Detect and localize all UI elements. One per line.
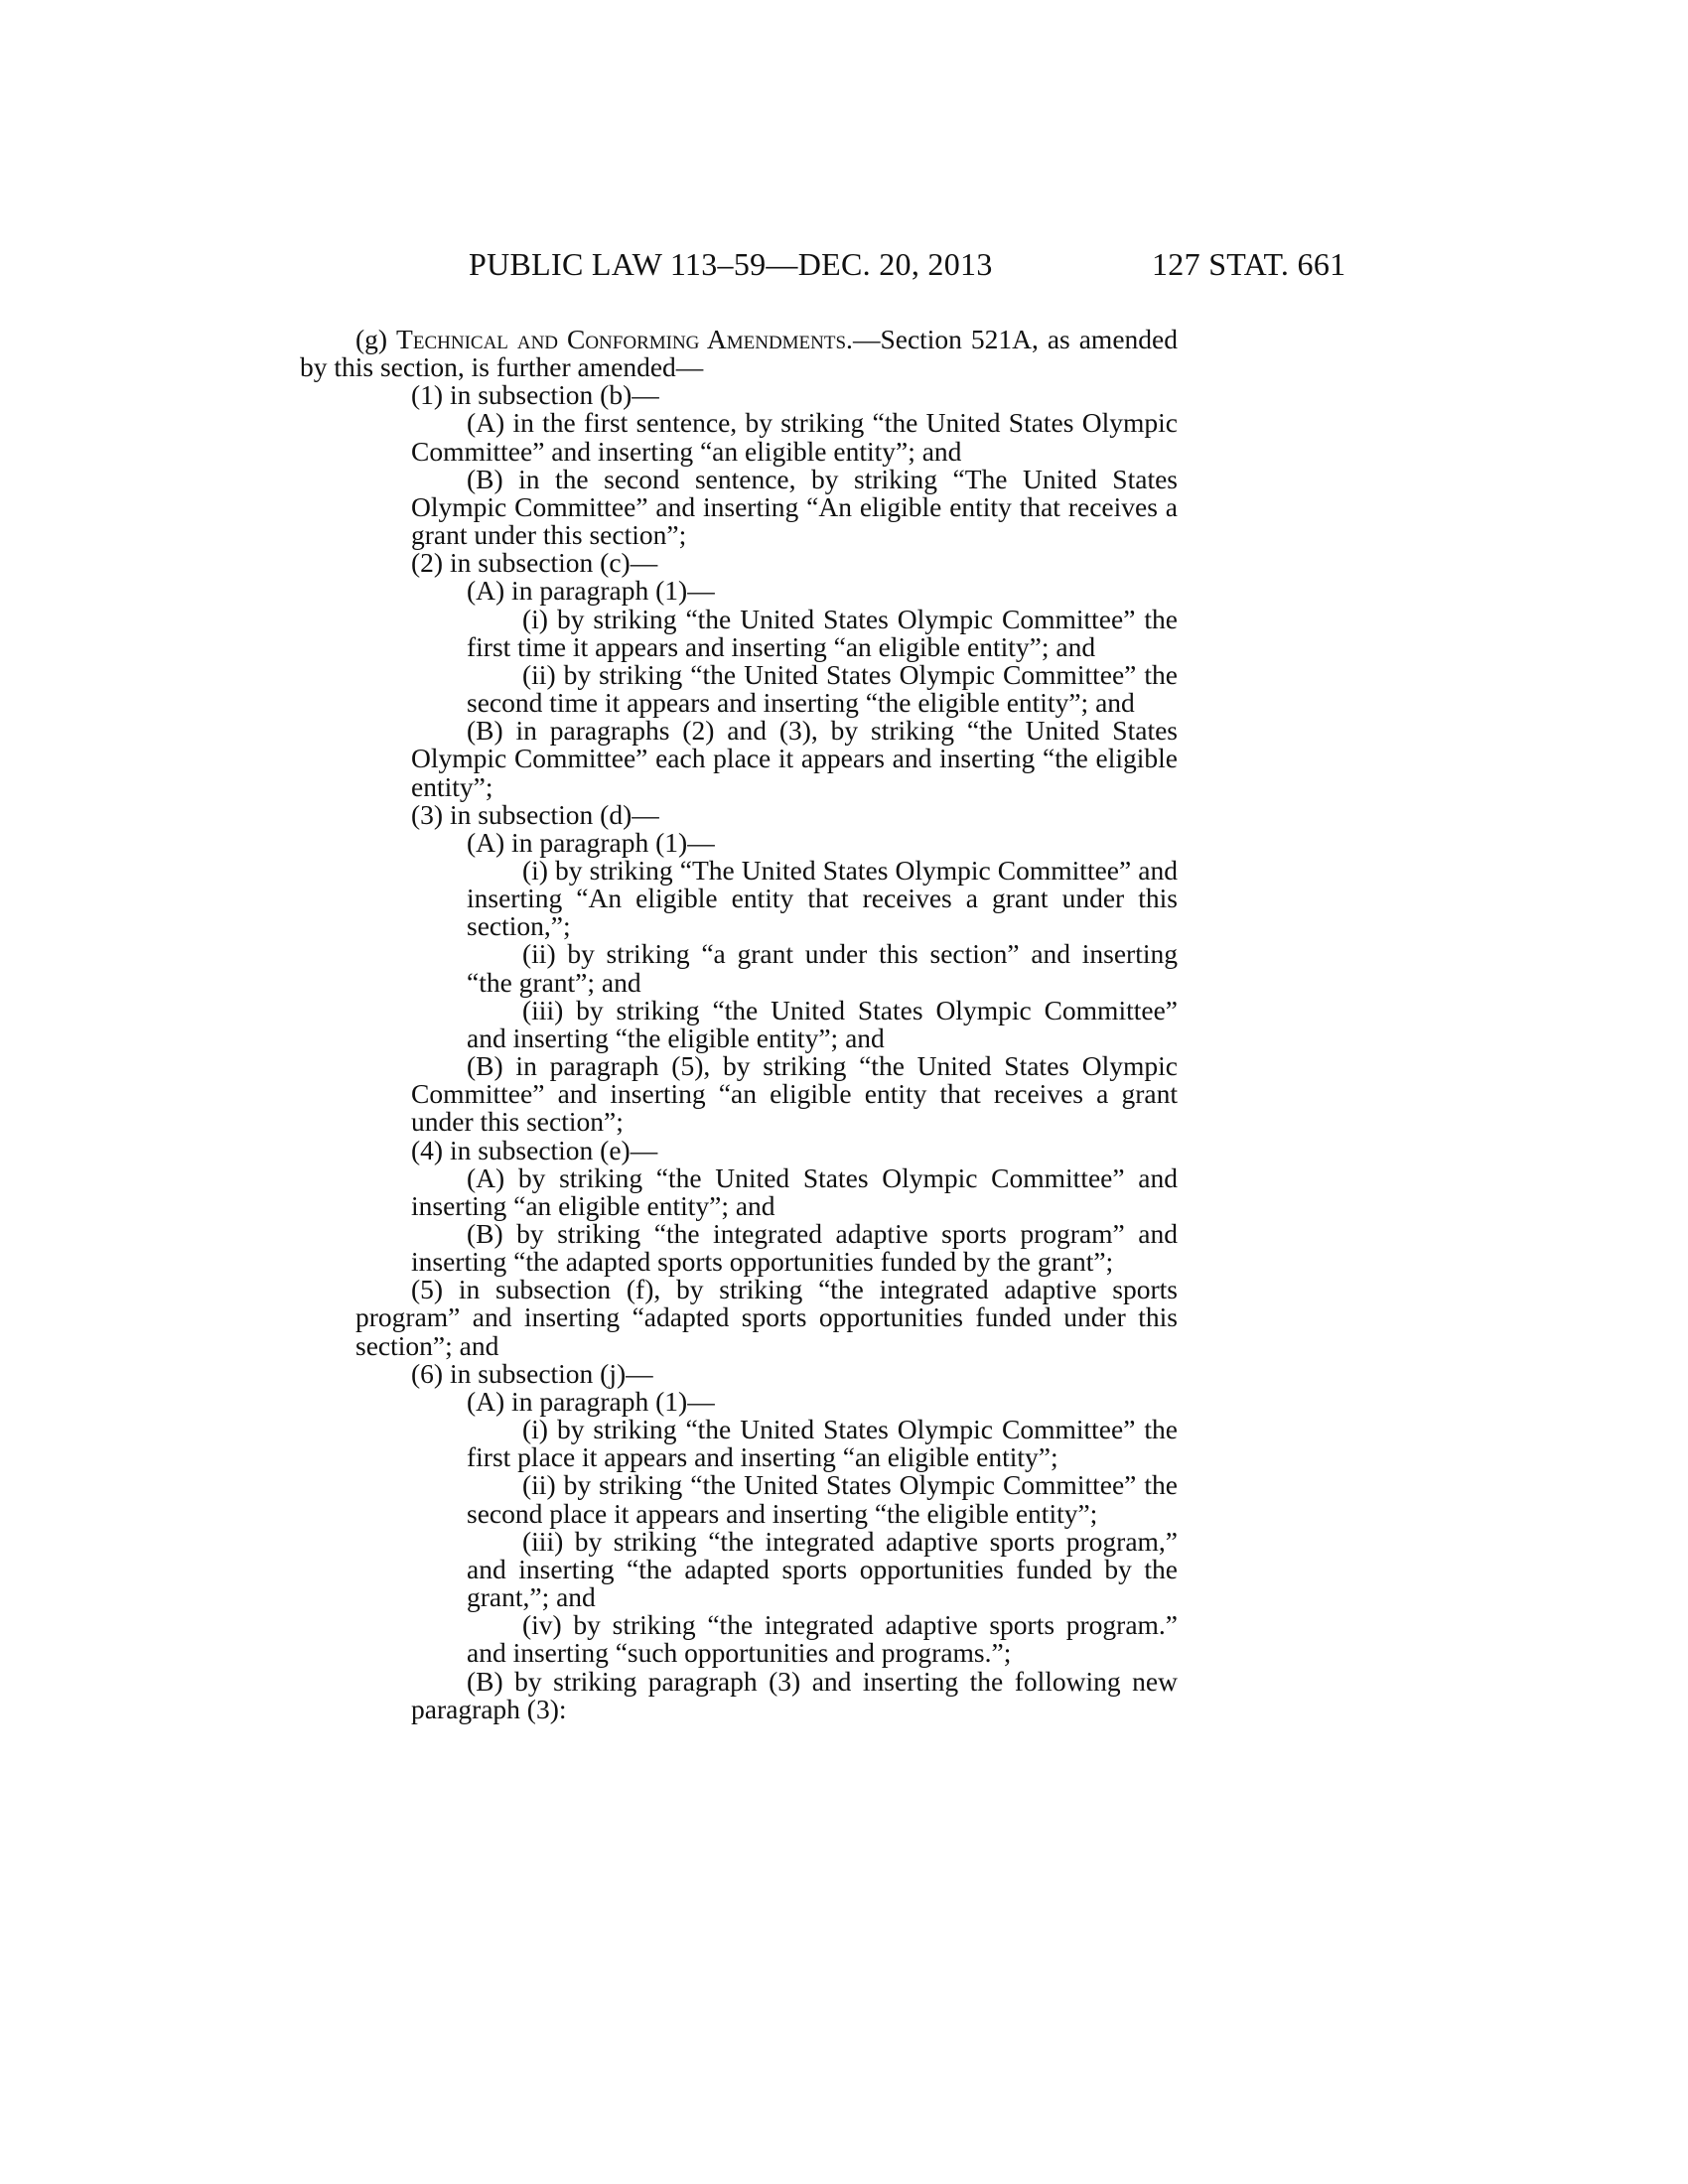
paragraph: (iii) by striking “the United States Olympic Committee” and inserting “the eligible entity”; and: [467, 994, 1178, 1053]
paragraph: (B) in paragraph (5), by striking “the United States Olympic Committee” and inserting “an eligible entity that receives a grant under this section”;: [411, 1050, 1178, 1138]
paragraph-text: —Section 521A, as amended by this section, is further amended—: [300, 324, 1178, 383]
paragraph: (iv) by striking “the integrated adaptive sports program.” and inserting “such opportunities and programs.”;: [467, 1609, 1178, 1669]
page-header: [0, 246, 1688, 286]
paragraph: (A) in paragraph (1)—: [467, 826, 715, 858]
paragraph: (B) in paragraphs (2) and (3), by striking “the United States Olympic Committee” each place it appears and inserting “the eligible entity”;: [411, 715, 1178, 802]
document-body: [300, 326, 1178, 1723]
paragraph: (i) by striking “the United States Olympic Committee” the first place it appears and inserting “an eligible entity”;: [467, 1414, 1178, 1473]
paragraph: (ii) by striking “the United States Olympic Committee” the second time it appears and inserting “the eligible entity”; and: [467, 658, 1178, 719]
paragraph: (iii) by striking “the integrated adaptive sports program,” and inserting “the adapted sports opportunities funded by the grant,”; and: [467, 1525, 1178, 1613]
paragraph: (ii) by striking “a grant under this section” and inserting “the grant”; and: [467, 938, 1178, 998]
paragraph: (1) in subsection (b)—: [411, 379, 659, 411]
paragraph-g: [300, 326, 1178, 381]
paragraph: (B) in the second sentence, by striking “The United States Olympic Committee” and inserting “An eligible entity that receives a grant under this section”;: [411, 463, 1178, 551]
section-caption: Technical and Conforming Amendments.: [396, 324, 853, 354]
paragraph: (ii) by striking “the United States Olympic Committee” the second place it appears and inserting “the eligible entity”;: [467, 1469, 1178, 1529]
paragraph: (5) in subsection (f), by striking “the integrated adaptive sports program” and inserting “adapted sports opportunities funded under this section”; and: [355, 1274, 1178, 1361]
paragraph: (2) in subsection (c)—: [411, 547, 658, 579]
paragraph: (A) in paragraph (1)—: [467, 1385, 715, 1417]
paragraph: (i) by striking “The United States Olympic Committee” and inserting “An eligible entity that receives a grant under this section,”;: [467, 854, 1178, 942]
paragraph: (A) in the first sentence, by striking “the United States Olympic Committee” and inserting “an eligible entity”; and: [411, 407, 1178, 467]
paragraph: (3) in subsection (d)—: [411, 798, 659, 830]
page-number: 127 STAT. 661: [1152, 246, 1346, 282]
running-head-title: PUBLIC LAW 113–59—DEC. 20, 2013: [469, 246, 993, 282]
paragraph: (i) by striking “the United States Olympic Committee” the first time it appears and inserting “an eligible entity”; and: [467, 603, 1178, 662]
paragraph: (4) in subsection (e)—: [411, 1134, 658, 1165]
paragraph: (6) in subsection (j)—: [411, 1357, 653, 1389]
paragraph: (B) by striking “the integrated adaptive sports program” and inserting “the adapted sports opportunities funded by the grant”;: [411, 1218, 1178, 1278]
paragraph: (A) by striking “the United States Olympic Committee” and inserting “an eligible entity”; and: [411, 1161, 1178, 1221]
paragraph-lead: (g): [355, 324, 397, 354]
paragraph: (B) by striking paragraph (3) and inserting the following new paragraph (3):: [411, 1665, 1178, 1724]
paragraph: (A) in paragraph (1)—: [467, 575, 715, 607]
